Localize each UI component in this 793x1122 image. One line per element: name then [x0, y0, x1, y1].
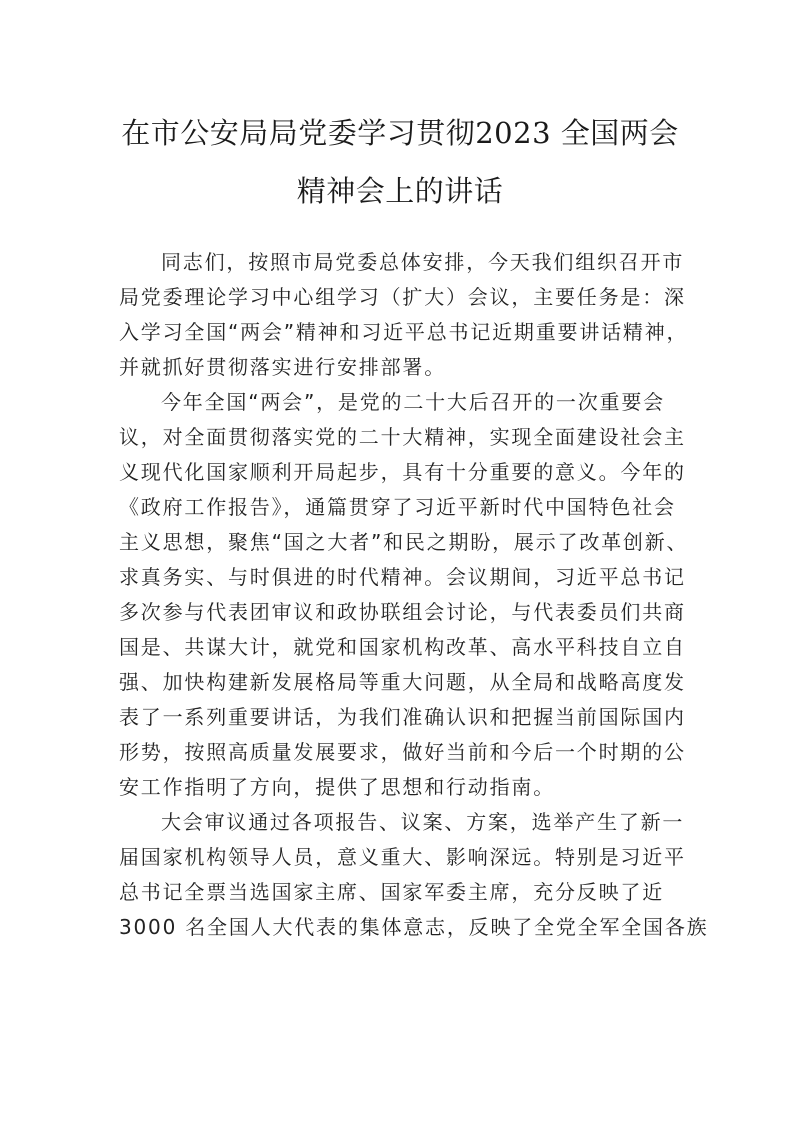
text-line: 求真务实、与时俱进的时代精神。会议期间，习近平总书记	[119, 565, 686, 589]
text-line: 并就抓好贯彻落实进行安排部署。	[119, 355, 446, 379]
text-line: 届国家机构领导人员，意义重大、影响深远。特别是习近平	[119, 845, 686, 869]
text-line: 《政府工作报告》，通篇贯穿了习近平新时代中国特色社会	[119, 495, 676, 519]
paragraph-1	[119, 245, 689, 385]
document-title	[100, 104, 700, 220]
paragraph-3	[119, 805, 709, 945]
paragraph-2	[119, 385, 689, 805]
text-line: 3000 名全国人大代表的集体意志，反映了全党全军全国各族	[119, 915, 709, 939]
text-line: 国是、共谋大计，就党和国家机构改革、高水平科技自立自	[119, 635, 686, 659]
text-line: 局党委理论学习中心组学习（扩大）会议，主要任务是：深	[119, 285, 686, 309]
title-line-1: 在市公安局局党委学习贯彻2023 全国两会	[121, 116, 679, 150]
text-line: 入学习全国“两会”精神和习近平总书记近期重要讲话精神，	[119, 320, 689, 344]
document-body	[119, 245, 709, 945]
text-line: 强、加快构建新发展格局等重大问题，从全局和战略高度发	[119, 670, 686, 694]
text-line: 表了一系列重要讲话，为我们准确认识和把握当前国际国内	[119, 705, 686, 729]
text-line: 义现代化国家顺利开局起步，具有十分重要的意义。今年的	[119, 460, 686, 484]
text-line: 形势，按照高质量发展要求，做好当前和今后一个时期的公	[119, 740, 686, 764]
text-line: 同志们，按照市局党委总体安排，今天我们组织召开市	[161, 250, 685, 274]
text-line: 总书记全票当选国家主席、国家军委主席，充分反映了近	[119, 880, 664, 904]
text-line: 安工作指明了方向，提供了思想和行动指南。	[119, 775, 555, 799]
title-line-2: 精神会上的讲话	[296, 174, 504, 208]
text-line: 议，对全面贯彻落实党的二十大精神，实现全面建设社会主	[119, 425, 686, 449]
text-line: 多次参与代表团审议和政协联组会讨论，与代表委员们共商	[119, 600, 686, 624]
text-line: 主义思想，聚焦“国之大者”和民之期盼，展示了改革创新、	[119, 530, 689, 554]
text-line: 大会审议通过各项报告、议案、方案，选举产生了新一	[161, 810, 685, 834]
text-line: 今年全国“两会”，是党的二十大后召开的一次重要会	[161, 390, 665, 414]
